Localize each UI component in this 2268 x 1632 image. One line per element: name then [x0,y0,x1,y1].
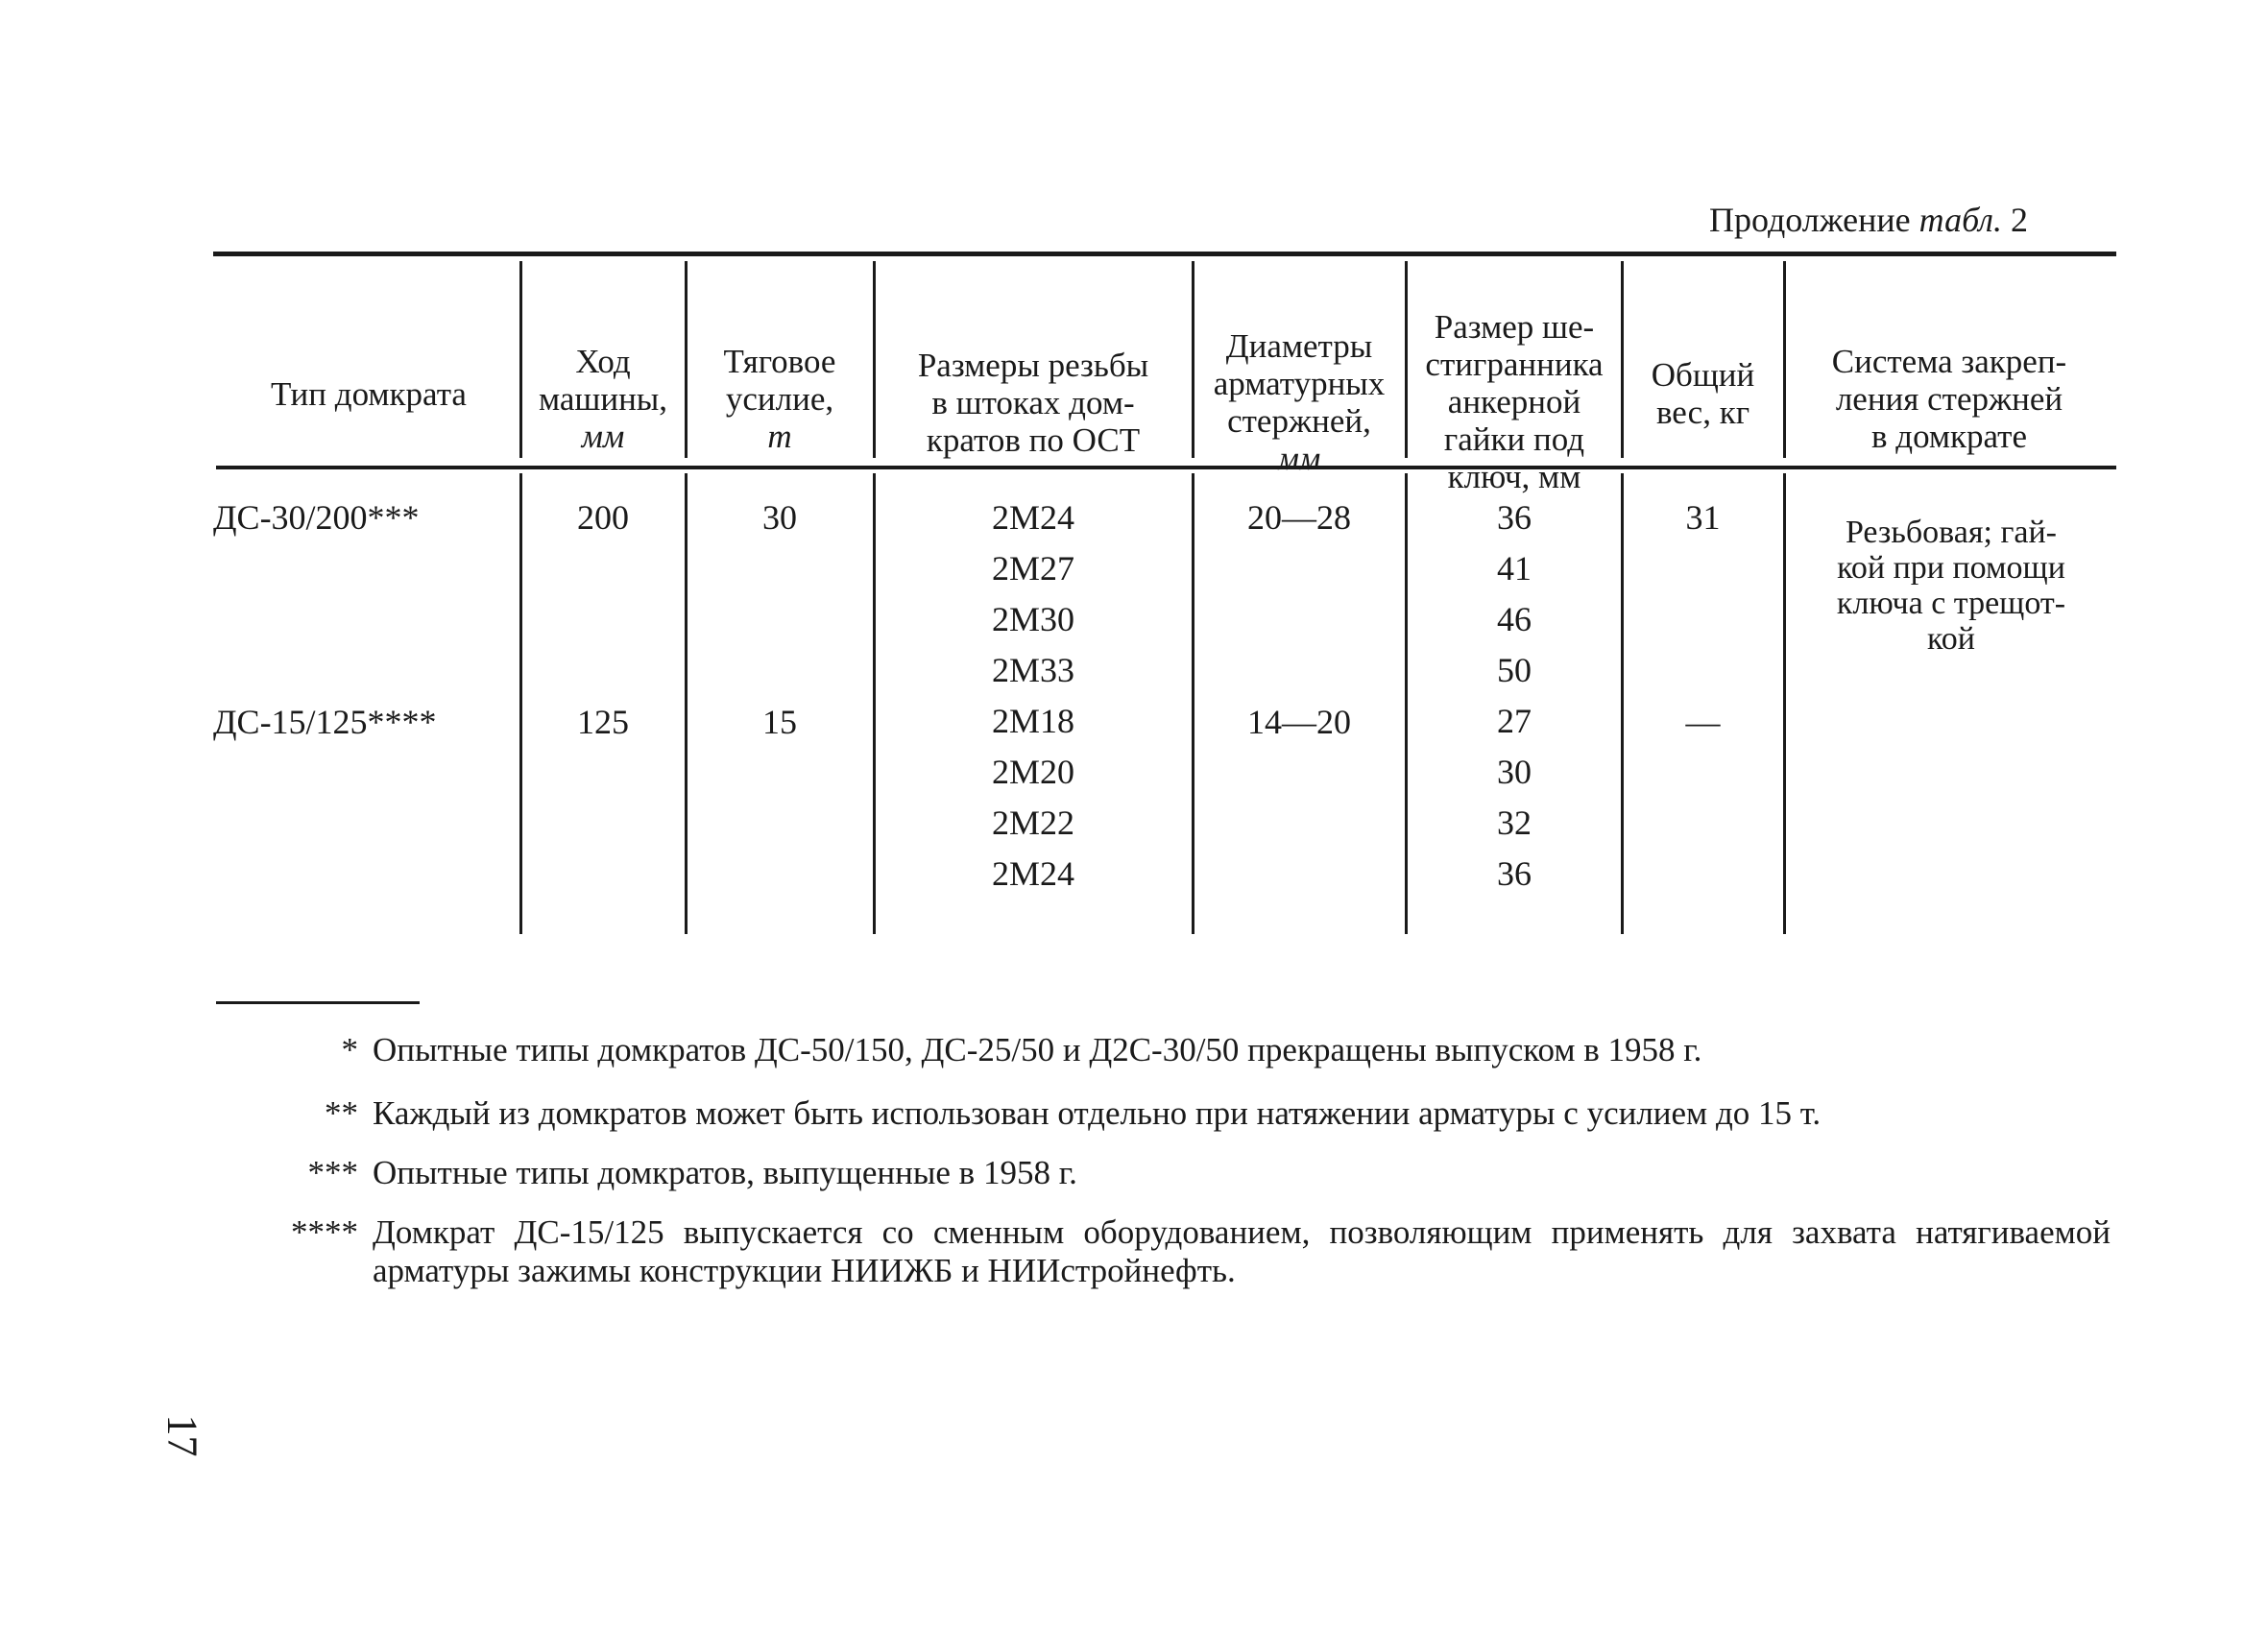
hex-size: 50 [1497,651,1532,689]
header-jack-type: Тип домкрата [271,375,467,413]
hex-size-column [1408,492,1621,900]
thread-size: 2М18 [991,702,1074,740]
footnote [325,1094,2111,1133]
footnote-mark: **** [291,1213,358,1251]
hex-size: 46 [1497,600,1532,638]
table-caption: Продолжение табл. 2 [1709,201,2028,239]
footnote-text: Опытные типы домкратов ДС-50/150, ДС-25/50 и Д2С-30/50 прекращены выпуском в 1958 г. [373,1031,1702,1068]
header-force: Тяговое усилие, т [723,343,836,455]
thread-size: 2М20 [991,753,1074,791]
hex-size: 41 [1497,549,1532,588]
header-system: Система закреп- ления стержней в домкрате [1831,343,2067,455]
header-stroke: Ход машины, мм [538,343,668,455]
table-top-rule [213,252,2116,256]
thread-size: 2М22 [991,804,1074,842]
header-hex-size: Размер ше- стигранника анкерной гайки под ключ, мм [1425,308,1604,495]
hex-size: 27 [1497,702,1532,740]
footnote-text: Домкрат ДС-15/125 выпускается со сменным оборудованием, позволяющим применять для захвата натягиваемой арматуры зажимы конструкции НИИЖБ и НИИстройнефть. [373,1213,2111,1289]
threads-column [876,492,1191,900]
thread-size: 2М33 [991,651,1074,689]
hex-size: 32 [1497,804,1532,842]
row-2-diameters: 14—20 [1247,703,1351,741]
page-number: 17 [158,1414,206,1457]
row-2-force: 15 [762,703,797,741]
footnote-mark: * [341,1031,358,1068]
row-2-type: ДС-15/125**** [213,703,437,741]
row-1-diameters: 20—28 [1247,498,1351,537]
footnote-text: Опытные типы домкратов, выпущенные в 1958 г. [373,1154,1077,1191]
column-divider [1783,473,1786,934]
thread-size: 2М24 [991,854,1074,893]
row-1-stroke: 200 [577,498,629,537]
hex-size: 36 [1497,854,1532,893]
footnote [291,1213,2111,1290]
footnote-mark: ** [325,1094,358,1132]
footnote-text: Каждый из домкратов может быть использован отдельно при натяжении арматуры с усилием до 15 т. [373,1094,1822,1132]
header-diameters: Диаметры арматурных стержней, мм [1213,327,1386,477]
row-1-weight: 31 [1685,498,1721,537]
fastening-system-cell: Резьбовая; гай- кой при помощи ключа с трещот- кой [1836,515,2066,657]
thread-size: 2М27 [991,549,1074,588]
footnote [307,1154,2111,1192]
row-2-weight: — [1685,703,1721,741]
header-bottom-rule [216,466,2116,469]
row-2-stroke: 125 [577,703,629,741]
footnote [341,1031,2111,1069]
hex-size: 30 [1497,753,1532,791]
header-threads: Размеры резьбы в штоках дом- кратов по ОСТ [917,347,1149,459]
row-1-force: 30 [762,498,797,537]
header-weight: Общий вес, кг [1651,356,1755,431]
hex-size: 36 [1497,498,1532,537]
thread-size: 2М30 [991,600,1074,638]
footnote-rule [216,1001,420,1004]
footnote-mark: *** [307,1154,358,1191]
row-1-type: ДС-30/200*** [213,498,420,537]
thread-size: 2М24 [991,498,1074,537]
